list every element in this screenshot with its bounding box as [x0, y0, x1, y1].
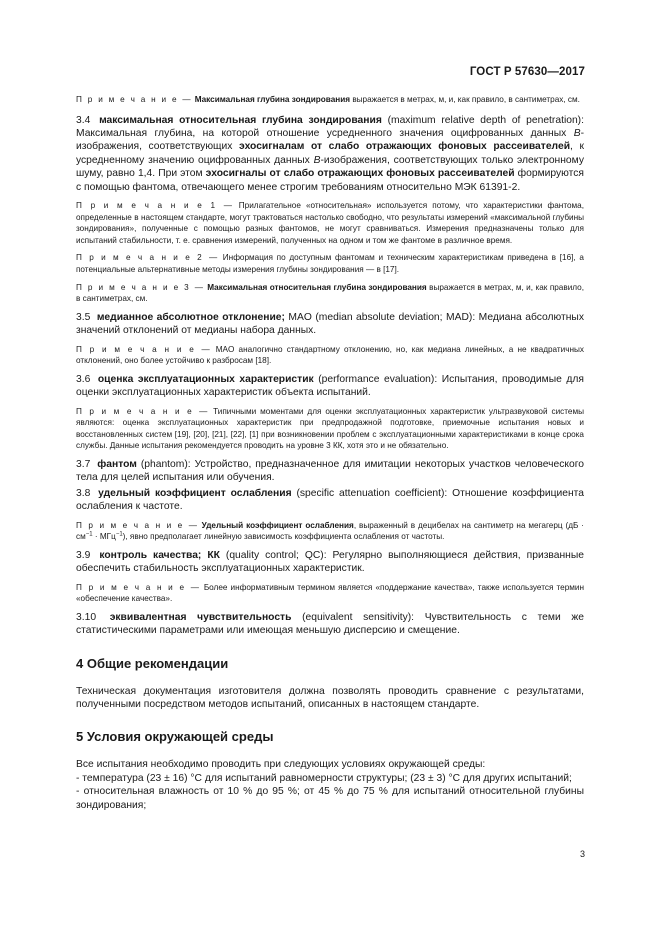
term-3-8: 3.8 удельный коэффициент ослабления (specific attenuation coefficient): Отношение коэффициента ослабления к частоте.	[76, 487, 584, 513]
term-3-7: 3.7 фантом (phantom): Устройство, предназначенное для имитации некоторых участков человеческого тела для целей испытания или обучения.	[76, 458, 584, 484]
note-3-5: П р и м е ч а н и е — MAO аналогично стандартному отклонению, но, как медиана линейных, а не квадратичных отклонений, оно более устойчиво к разбросам [18].	[76, 344, 584, 366]
section-4-heading: 4 Общие рекомендации	[76, 655, 229, 671]
term-3-6: 3.6 оценка эксплуатационных характеристик (performance evaluation): Испытания, проводимые для оценки эксплуатационных характеристик объекта испытаний.	[76, 373, 584, 399]
note-3-4-1: П р и м е ч а н и е 1 — Прилагательное «относительная» используется потому, что характеристики фантома, определенные в настоящем стандарте, могут трактоваться настолько свободно, что результаты измерений «максимальной глубины зондирования», полученные с помощью разных фантомов, не могут сравниваться. Измерения предназначены только для испытаний стабильности, т. е. сравнения измерений, полученных на одном и том же фантоме в различное время.	[76, 201, 584, 245]
page-content	[76, 94, 584, 812]
section-5-intro: Все испытания необходимо проводить при следующих условиях окружающей среды:	[76, 759, 486, 771]
page-number: 3	[579, 849, 585, 859]
term-3-10: 3.10 эквивалентная чувствительность (equivalent sensitivity): Чувствительность с теми же статистическими параметрами или имеющая меньшую дисперсию и смещение.	[76, 611, 584, 637]
section-5-item-temperature: - температура (23 ± 16) °С для испытаний равномерности структуры; (23 ± 3) °С для других испытаний;	[76, 772, 572, 784]
note-3-4-3: П р и м е ч а н и е 3 — Максимальная относительная глубина зондирования выражается в метрах, м, и, как правило, в сантиметрах, см.	[76, 282, 584, 304]
term-3-9: 3.9 контроль качества; КК (quality control; QC): Регулярно выполняющиеся действия, призванные обеспечить стабильность эксплуатационных характеристик.	[76, 549, 584, 575]
note-3-4-2: П р и м е ч а н и е 2 — Информация по доступным фантомам и техническим характеристикам приведена в [16], а потенциальные альтернативные методы измерения глубины зондирования — в [17].	[76, 253, 584, 274]
section-5-item-humidity: - относительная влажность от 10 % до 95 %; от 45 % до 75 % для испытаний относительной глубины зондирования;	[76, 786, 584, 811]
term-3-4: 3.4 максимальная относительная глубина зондирования (maximum relative depth of penetration): Максимальная глубина, на которой отношение усредненного значения оцифрованных данных B-изображения, соответствующих эхосигналам от слабо отражающих фоновых рассеивателей, к усредненному значению оцифрованных данных B-изображения, соответствующих только электронному шуму, равно 1,4. При этом эхосигналы от слабо отражающих фоновых рассеивателей формируются с помощью фантома, отвечающего менее строгим требованиям относительно МЭК 61391-2.	[76, 114, 584, 193]
note-3-6: П р и м е ч а н и е — Типичными моментами для оценки эксплуатационных характеристик ультразвуковой системы являются: оценка эксплуатационных характеристик при предпродажной подготовке, приемочные испытания новых и восстановленных систем [19], [20], [21], [22], [1] при возникновении проблем с эксплуатационными характеристиками в конце срока службы. Данные испытания рекомендуется проводить на уровне 3 КК, хотя это и не обязательно.	[76, 406, 584, 451]
note-3-9: П р и м е ч а н и е — Более информативным термином является «поддержание качества», также используется термин «обеспечение качества».	[76, 582, 584, 604]
section-4-text: Техническая документация изготовителя должна позволять проводить сравнение с результатами, полученными посредством методов испытаний, описанных в настоящем стандарте.	[76, 685, 584, 710]
note-3-3: П р и м е ч а н и е — Максимальная глубина зондирования выражается в метрах, м, и, как правило, в сантиметрах, см.	[76, 95, 580, 104]
note-3-8: П р и м е ч а н и е — Удельный коэффициент ослабления, выраженный в децибелах на сантиметр на мегагерц $(дБ \cdot см^{-1} \cdot МГц^{-1})$, явно предполагает линейную зависимость коэффициента ослабления от частоты.	[76, 520, 584, 542]
standard-header: ГОСТ Р 57630—2017	[469, 66, 585, 78]
section-5-heading: 5 Условия окружающей среды	[76, 729, 274, 745]
term-3-5: 3.5 медианное абсолютное отклонение; MAO (median absolute deviation; MAD): Медиана абсолютных значений отклонений от медианы набора данных.	[76, 311, 584, 337]
